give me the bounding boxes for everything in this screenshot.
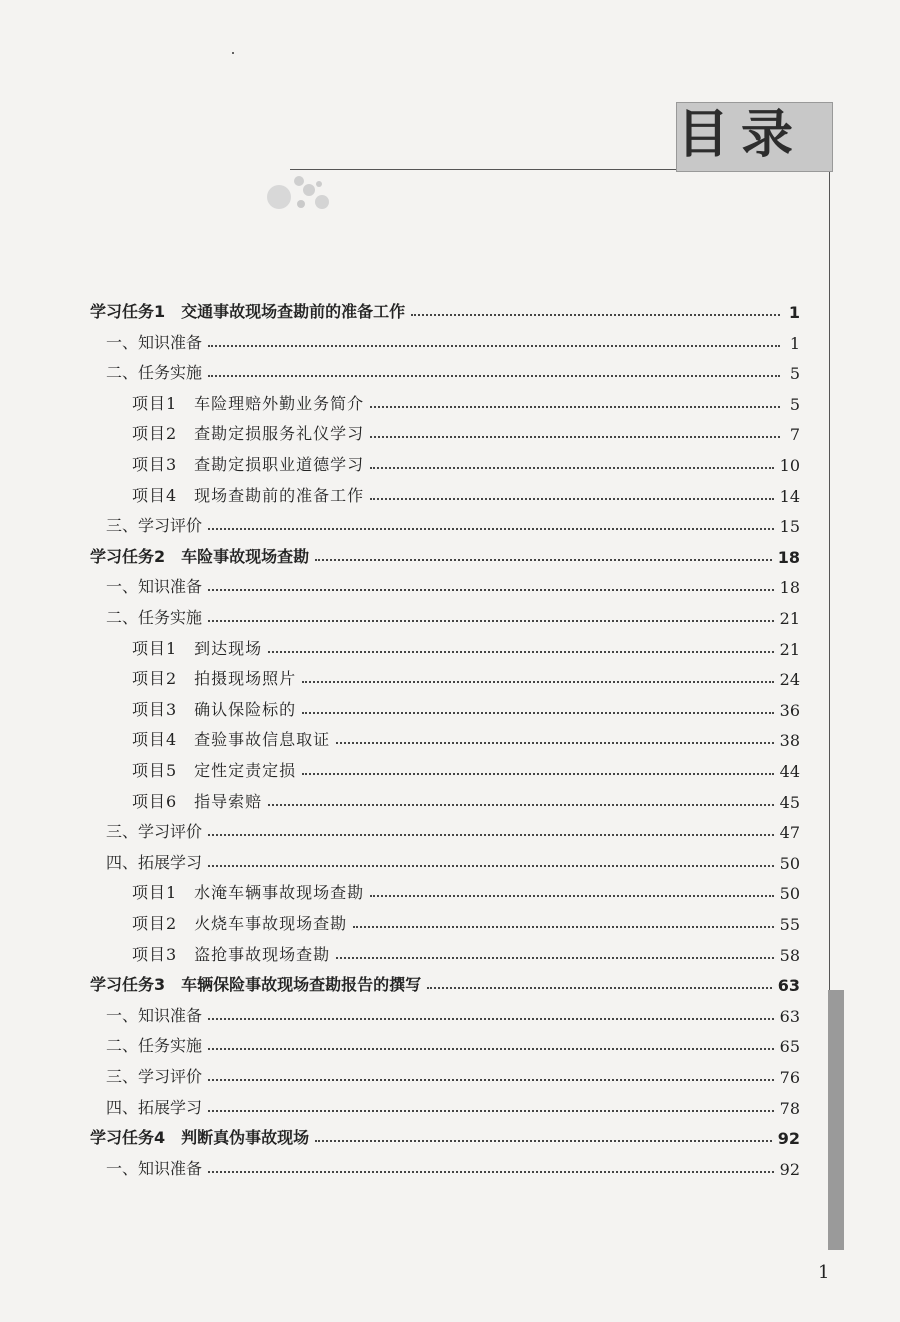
toc-entry-page: 45 [779,792,800,812]
toc-item[interactable] [90,753,800,781]
toc-entry-page: 38 [779,731,800,751]
toc-entry-page: 76 [779,1068,800,1087]
toc-section[interactable] [90,1028,800,1056]
toc-entry-page: 92 [779,1159,800,1179]
toc-item[interactable] [90,478,800,506]
toc-section[interactable] [90,355,800,383]
toc-entry-page: 92 [777,1129,800,1149]
dot-leader [370,405,780,408]
toc-entry-label: 一、知识准备 [106,1005,203,1025]
toc-item[interactable] [90,937,800,965]
toc-section[interactable] [90,600,800,628]
toc-entry-page: 24 [779,670,800,690]
toc-entry-page: 50 [779,853,800,873]
dot-leader [411,313,780,316]
toc-entry-label: 项目1 水淹车辆事故现场查勘 [132,883,365,903]
toc-entry-page: 55 [779,915,800,934]
toc-entry-page: 5 [789,394,800,414]
toc-entry-label: 项目3 确认保险标的 [132,699,297,719]
toc-entry-page: 18 [779,578,800,598]
dot-leader [208,1017,774,1020]
toc-entry-page: 47 [779,823,800,843]
dot-leader [370,435,780,438]
toc-item[interactable] [90,661,800,689]
toc-section[interactable] [90,569,800,597]
dot-leader [208,1047,774,1050]
toc-task[interactable] [90,294,800,322]
toc-entry-page: 1 [789,333,800,353]
toc-task[interactable] [90,1120,800,1148]
toc-entry-label: 二、任务实施 [106,608,203,627]
toc-item[interactable] [90,722,800,750]
toc-entry-label: 三、学习评价 [106,822,203,842]
dot-leader [208,1170,774,1173]
scan-speck [232,52,234,54]
dot-leader [427,986,772,989]
dot-leader [208,864,774,867]
dot-leader [302,711,773,714]
toc-entry-label: 项目1 到达现场 [132,638,263,658]
decorative-dots-icon [262,170,342,220]
toc-entry-label: 项目6 指导索赔 [132,791,263,811]
toc-entry-page: 18 [777,547,800,567]
dot-leader [208,344,780,347]
toc-entry-label: 项目5 定性定责定损 [132,761,297,780]
dot-leader [370,497,773,500]
toc-entry-page: 7 [789,425,800,445]
dot-leader [208,374,780,377]
page-number: 1 [818,1262,830,1283]
dot-leader [315,558,772,561]
toc-item[interactable] [90,631,800,659]
toc-entry-page: 78 [779,1098,800,1118]
dot-leader [370,894,773,897]
toc-entry-label: 学习任务4 判断真伪事故现场 [90,1128,310,1148]
toc-entry-label: 学习任务2 车险事故现场查勘 [90,546,310,566]
dot-leader [353,925,773,928]
page-title: 目录 [676,105,805,165]
toc-entry-label: 三、学习评价 [106,1067,203,1086]
toc-section[interactable] [90,325,800,353]
toc-item[interactable] [90,906,800,934]
toc-section[interactable] [90,508,800,536]
dot-leader [208,588,774,591]
toc-item[interactable] [90,784,800,812]
dot-leader [315,1139,772,1142]
toc-entry-label: 四、拓展学习 [106,852,203,872]
toc-entry-page: 10 [779,456,800,475]
toc-entry-label: 项目3 盗抢事故现场查勘 [132,944,331,964]
toc-entry-label: 学习任务3 车辆保险事故现场查勘报告的撰写 [90,975,422,995]
toc-item[interactable] [90,692,800,720]
dot-leader [208,1109,774,1112]
toc-item[interactable] [90,447,800,475]
dot-leader [208,619,774,622]
dot-leader [268,650,773,653]
toc-item[interactable] [90,386,800,414]
dot-leader [336,741,773,744]
toc-task[interactable] [90,539,800,567]
toc-entry-label: 项目1 车险理赔外勤业务简介 [132,393,365,413]
toc-entry-page: 1 [788,303,800,322]
frame-right-line [829,169,830,1009]
toc-entry-page: 15 [779,517,800,537]
toc-entry-label: 项目2 火烧车事故现场查勘 [132,914,348,933]
dot-leader [268,803,773,806]
dot-leader [302,680,773,683]
toc-entry-label: 项目3 查勘定损职业道德学习 [132,455,365,474]
toc-entry-label: 项目4 查验事故信息取证 [132,730,331,750]
toc-entry-page: 14 [779,486,800,506]
toc-section[interactable] [90,1151,800,1179]
toc-entry-page: 63 [779,1006,800,1026]
toc-task[interactable] [90,967,800,995]
toc-section[interactable] [90,1090,800,1118]
dot-leader [302,772,773,775]
toc-entry-page: 65 [779,1037,800,1057]
toc-entry-label: 四、拓展学习 [106,1097,203,1117]
toc-section[interactable] [90,998,800,1026]
toc-entry-label: 学习任务1 交通事故现场查勘前的准备工作 [90,302,406,321]
toc-entry-page: 58 [779,945,800,965]
dot-leader [336,956,773,959]
toc-entry-page: 21 [779,609,800,628]
toc-section[interactable] [90,845,800,873]
toc-entry-label: 三、学习评价 [106,516,203,536]
toc-item[interactable] [90,416,800,444]
toc-entry-label: 项目4 现场查勘前的准备工作 [132,485,365,505]
dot-leader [208,833,774,836]
toc-entry-label: 二、任务实施 [106,363,203,383]
dot-leader [370,466,773,469]
toc-entry-label: 一、知识准备 [106,332,203,352]
toc-entry-page: 63 [777,976,800,996]
toc-item[interactable] [90,875,800,903]
toc-entry-label: 项目2 拍摄现场照片 [132,669,297,689]
toc-entry-label: 二、任务实施 [106,1036,203,1056]
toc-entry-label: 项目2 查勘定损服务礼仪学习 [132,424,365,444]
toc-entry-label: 一、知识准备 [106,1158,203,1178]
toc-entry-label: 一、知识准备 [106,577,203,597]
toc-section[interactable] [90,1059,800,1087]
toc-entry-page: 5 [789,364,800,384]
toc-section[interactable] [90,814,800,842]
toc-entry-page: 21 [779,639,800,659]
side-tab-bar [828,990,844,1250]
toc-entry-page: 36 [779,700,800,720]
toc-entry-page: 44 [779,762,800,781]
dot-leader [208,527,774,530]
toc-entry-page: 50 [779,884,800,904]
dot-leader [208,1078,774,1081]
